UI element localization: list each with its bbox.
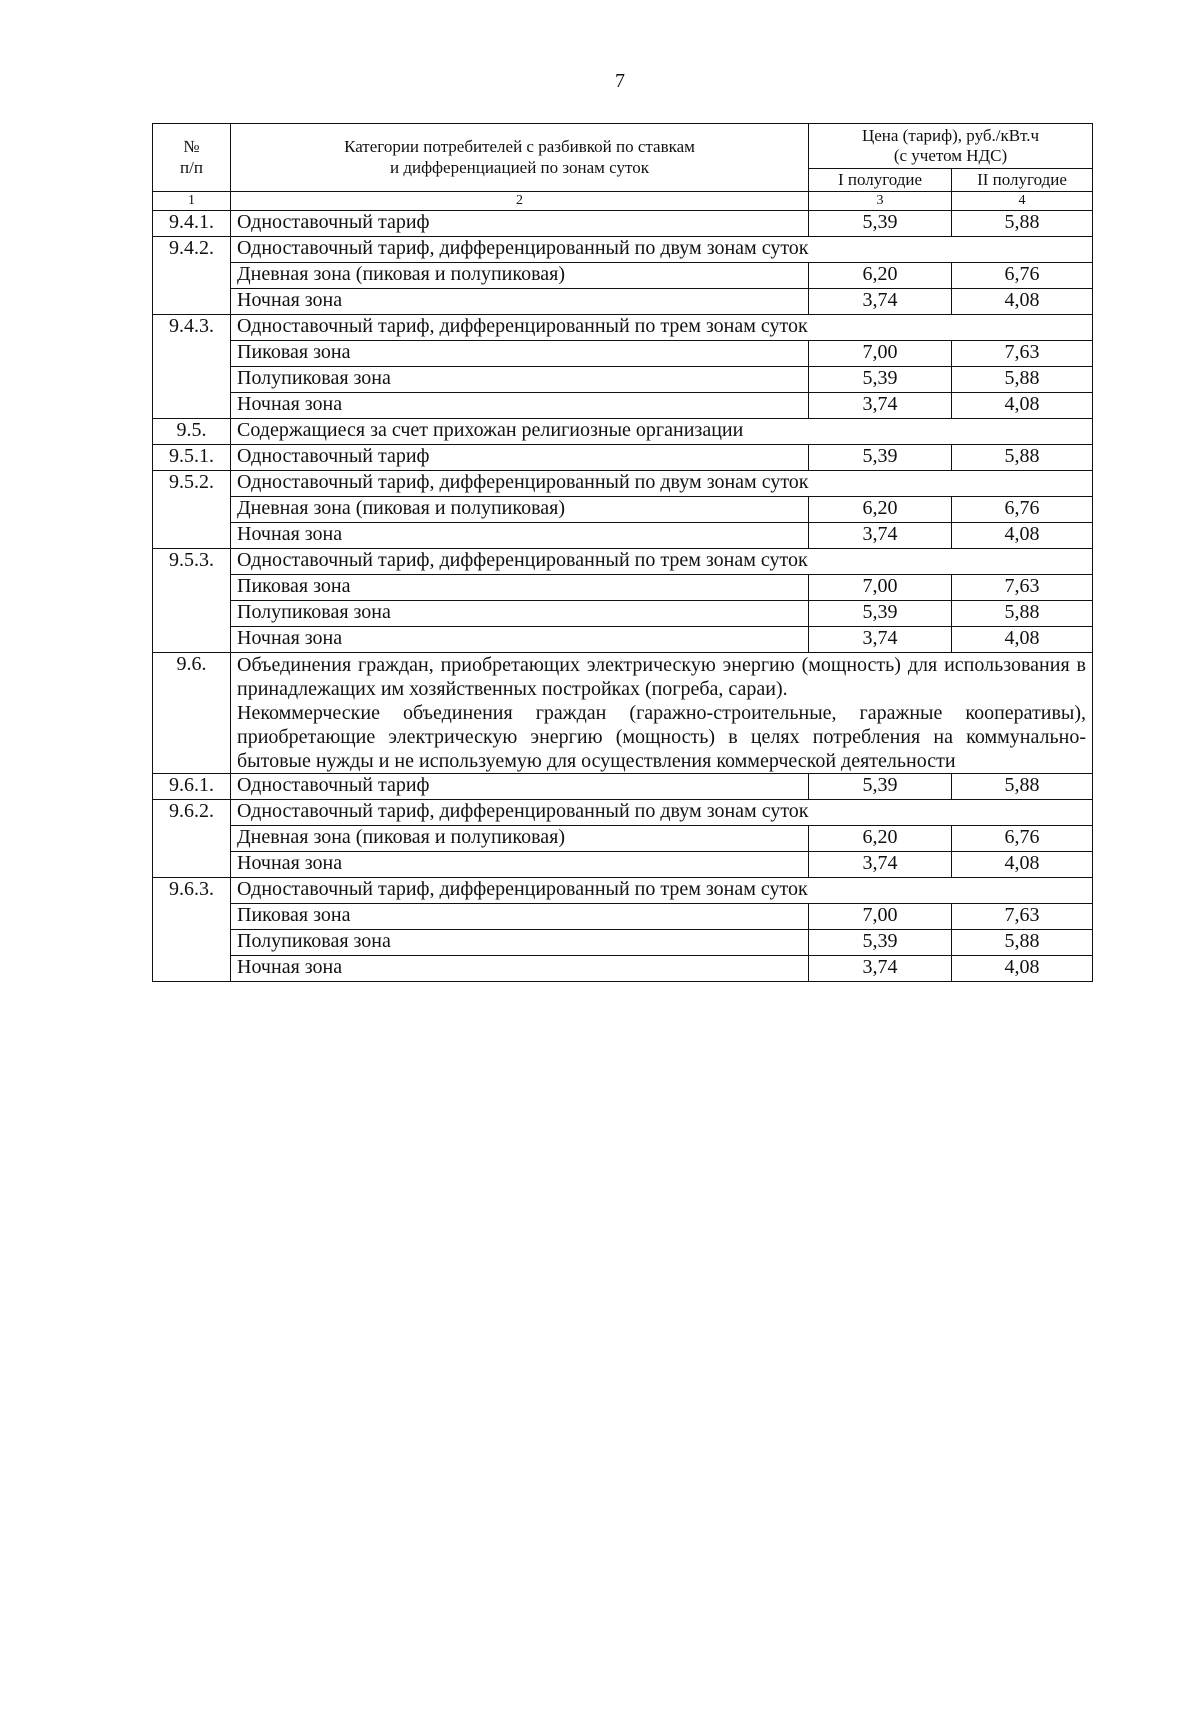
row-category: Дневная зона (пиковая и полупиковая): [231, 497, 809, 523]
row-value-h1: 5,39: [809, 601, 952, 627]
row-category-description: [231, 653, 1093, 774]
row-value-h1: 3,74: [809, 523, 952, 549]
header-category-line1: Категории потребителей с разбивкой по ставкам: [344, 137, 695, 157]
row-category: Ночная зона: [231, 852, 809, 878]
row-category: Дневная зона (пиковая и полупиковая): [231, 263, 809, 289]
index-3: 3: [809, 192, 952, 211]
row-category: Ночная зона: [231, 956, 809, 982]
row-category: Ночная зона: [231, 523, 809, 549]
table-row: [153, 575, 1093, 601]
table-row: [153, 315, 1093, 341]
tariff-table: [152, 123, 1093, 982]
row-category: Одноставочный тариф, дифференцированный по трем зонам суток: [231, 315, 1093, 341]
table-row: [153, 601, 1093, 627]
row-number: 9.5.2.: [153, 471, 231, 549]
row-value-h1: 6,20: [809, 263, 952, 289]
row-number: 9.4.2.: [153, 237, 231, 315]
row-value-h2: 5,88: [952, 601, 1093, 627]
table-row: [153, 445, 1093, 471]
row-value-h1: 5,39: [809, 774, 952, 800]
row-value-h1: 3,74: [809, 627, 952, 653]
row-category: Одноставочный тариф: [231, 211, 809, 237]
table-row: [153, 653, 1093, 774]
table-row: [153, 826, 1093, 852]
row-number: 9.4.1.: [153, 211, 231, 237]
row-value-h2: 7,63: [952, 904, 1093, 930]
row-value-h1: 5,39: [809, 211, 952, 237]
table-row: [153, 930, 1093, 956]
table-row: [153, 549, 1093, 575]
row-value-h2: 4,08: [952, 393, 1093, 419]
table-row: [153, 497, 1093, 523]
header-category: [231, 124, 809, 192]
row-category: Полупиковая зона: [231, 601, 809, 627]
table-row: [153, 852, 1093, 878]
row-number: 9.6.3.: [153, 878, 231, 982]
header-row: [153, 124, 1093, 169]
row-value-h2: 4,08: [952, 627, 1093, 653]
row-value-h2: 4,08: [952, 852, 1093, 878]
header-price-line2: (с учетом НДС): [893, 146, 1008, 165]
row-number: 9.5.3.: [153, 549, 231, 653]
header-category-line2: и дифференциацией по зонам суток: [390, 157, 649, 177]
row-value-h2: 5,88: [952, 211, 1093, 237]
row-category: Дневная зона (пиковая и полупиковая): [231, 826, 809, 852]
row-category: Одноставочный тариф, дифференцированный по трем зонам суток: [231, 549, 1093, 575]
index-row: [153, 192, 1093, 211]
header-price-line1: Цена (тариф), руб./кВт.ч: [861, 125, 1040, 145]
index-4: 4: [952, 192, 1093, 211]
row-category: Одноставочный тариф: [231, 774, 809, 800]
row-value-h2: 7,63: [952, 341, 1093, 367]
table-row: [153, 774, 1093, 800]
row-category: Пиковая зона: [231, 341, 809, 367]
row-category: Ночная зона: [231, 627, 809, 653]
row-value-h1: 7,00: [809, 341, 952, 367]
row-number: 9.6.1.: [153, 774, 231, 800]
header-number: [153, 124, 231, 192]
row-value-h2: 6,76: [952, 263, 1093, 289]
page-number: 7: [615, 70, 625, 92]
row-value-h1: 3,74: [809, 289, 952, 315]
row-value-h1: 3,74: [809, 393, 952, 419]
row-category: Одноставочный тариф: [231, 445, 809, 471]
header-half2: II полугодие: [952, 169, 1093, 192]
row-value-h1: 5,39: [809, 445, 952, 471]
row-category: Ночная зона: [231, 289, 809, 315]
header-half1: I полугодие: [809, 169, 952, 192]
row-value-h1: 7,00: [809, 575, 952, 601]
row-category: Полупиковая зона: [231, 930, 809, 956]
table-row: [153, 341, 1093, 367]
row-number: 9.4.3.: [153, 315, 231, 419]
row-number: 9.6.: [153, 653, 231, 774]
row-value-h2: 5,88: [952, 367, 1093, 393]
table-row: [153, 956, 1093, 982]
table-row: [153, 523, 1093, 549]
header-number-line1: №: [183, 137, 200, 157]
row-value-h1: 6,20: [809, 826, 952, 852]
table-row: [153, 904, 1093, 930]
row-value-h2: 5,88: [952, 445, 1093, 471]
row-category: Полупиковая зона: [231, 367, 809, 393]
row-value-h2: 6,76: [952, 826, 1093, 852]
table-row: [153, 211, 1093, 237]
header-number-line2: п/п: [180, 157, 203, 177]
row-value-h2: 5,88: [952, 774, 1093, 800]
description-paragraph-2: Некоммерческие объединения граждан (гаражно-строительные, гаражные кооперативы), приобретающие электрическую энергию (мощность) в целях потребления на коммунально-бытовые нужды и не используемую для осуществления коммерческой деятельности: [237, 702, 1086, 772]
row-number: 9.5.: [153, 419, 231, 445]
row-number: 9.6.2.: [153, 800, 231, 878]
row-category: Пиковая зона: [231, 575, 809, 601]
table-row: [153, 367, 1093, 393]
row-category: Одноставочный тариф, дифференцированный по двум зонам суток: [231, 800, 1093, 826]
row-value-h2: 7,63: [952, 575, 1093, 601]
index-1: 1: [153, 192, 231, 211]
row-value-h2: 4,08: [952, 956, 1093, 982]
table-row: [153, 471, 1093, 497]
row-number: 9.5.1.: [153, 445, 231, 471]
row-category: Ночная зона: [231, 393, 809, 419]
row-value-h1: 3,74: [809, 956, 952, 982]
row-value-h2: 5,88: [952, 930, 1093, 956]
header-price: [809, 124, 1093, 169]
description-paragraph-1: Объединения граждан, приобретающих электрическую энергию (мощность) для использования в принадлежащих им хозяйственных постройках (погреба, сараи).: [237, 654, 1086, 700]
table-row: [153, 878, 1093, 904]
table-row: [153, 263, 1093, 289]
row-category: Содержащиеся за счет прихожан религиозные организации: [231, 419, 1093, 445]
table-row: [153, 393, 1093, 419]
row-value-h2: 4,08: [952, 289, 1093, 315]
row-value-h1: 3,74: [809, 852, 952, 878]
row-value-h2: 4,08: [952, 523, 1093, 549]
row-value-h1: 6,20: [809, 497, 952, 523]
row-value-h1: 5,39: [809, 930, 952, 956]
row-value-h1: 5,39: [809, 367, 952, 393]
table-row: [153, 627, 1093, 653]
table-row: [153, 800, 1093, 826]
row-value-h2: 6,76: [952, 497, 1093, 523]
row-category: Пиковая зона: [231, 904, 809, 930]
index-2: 2: [231, 192, 809, 211]
table-row: [153, 237, 1093, 263]
row-category: Одноставочный тариф, дифференцированный по трем зонам суток: [231, 878, 1093, 904]
row-category: Одноставочный тариф, дифференцированный по двум зонам суток: [231, 471, 1093, 497]
row-category: Одноставочный тариф, дифференцированный по двум зонам суток: [231, 237, 1093, 263]
table-row: [153, 419, 1093, 445]
table-row: [153, 289, 1093, 315]
row-value-h1: 7,00: [809, 904, 952, 930]
